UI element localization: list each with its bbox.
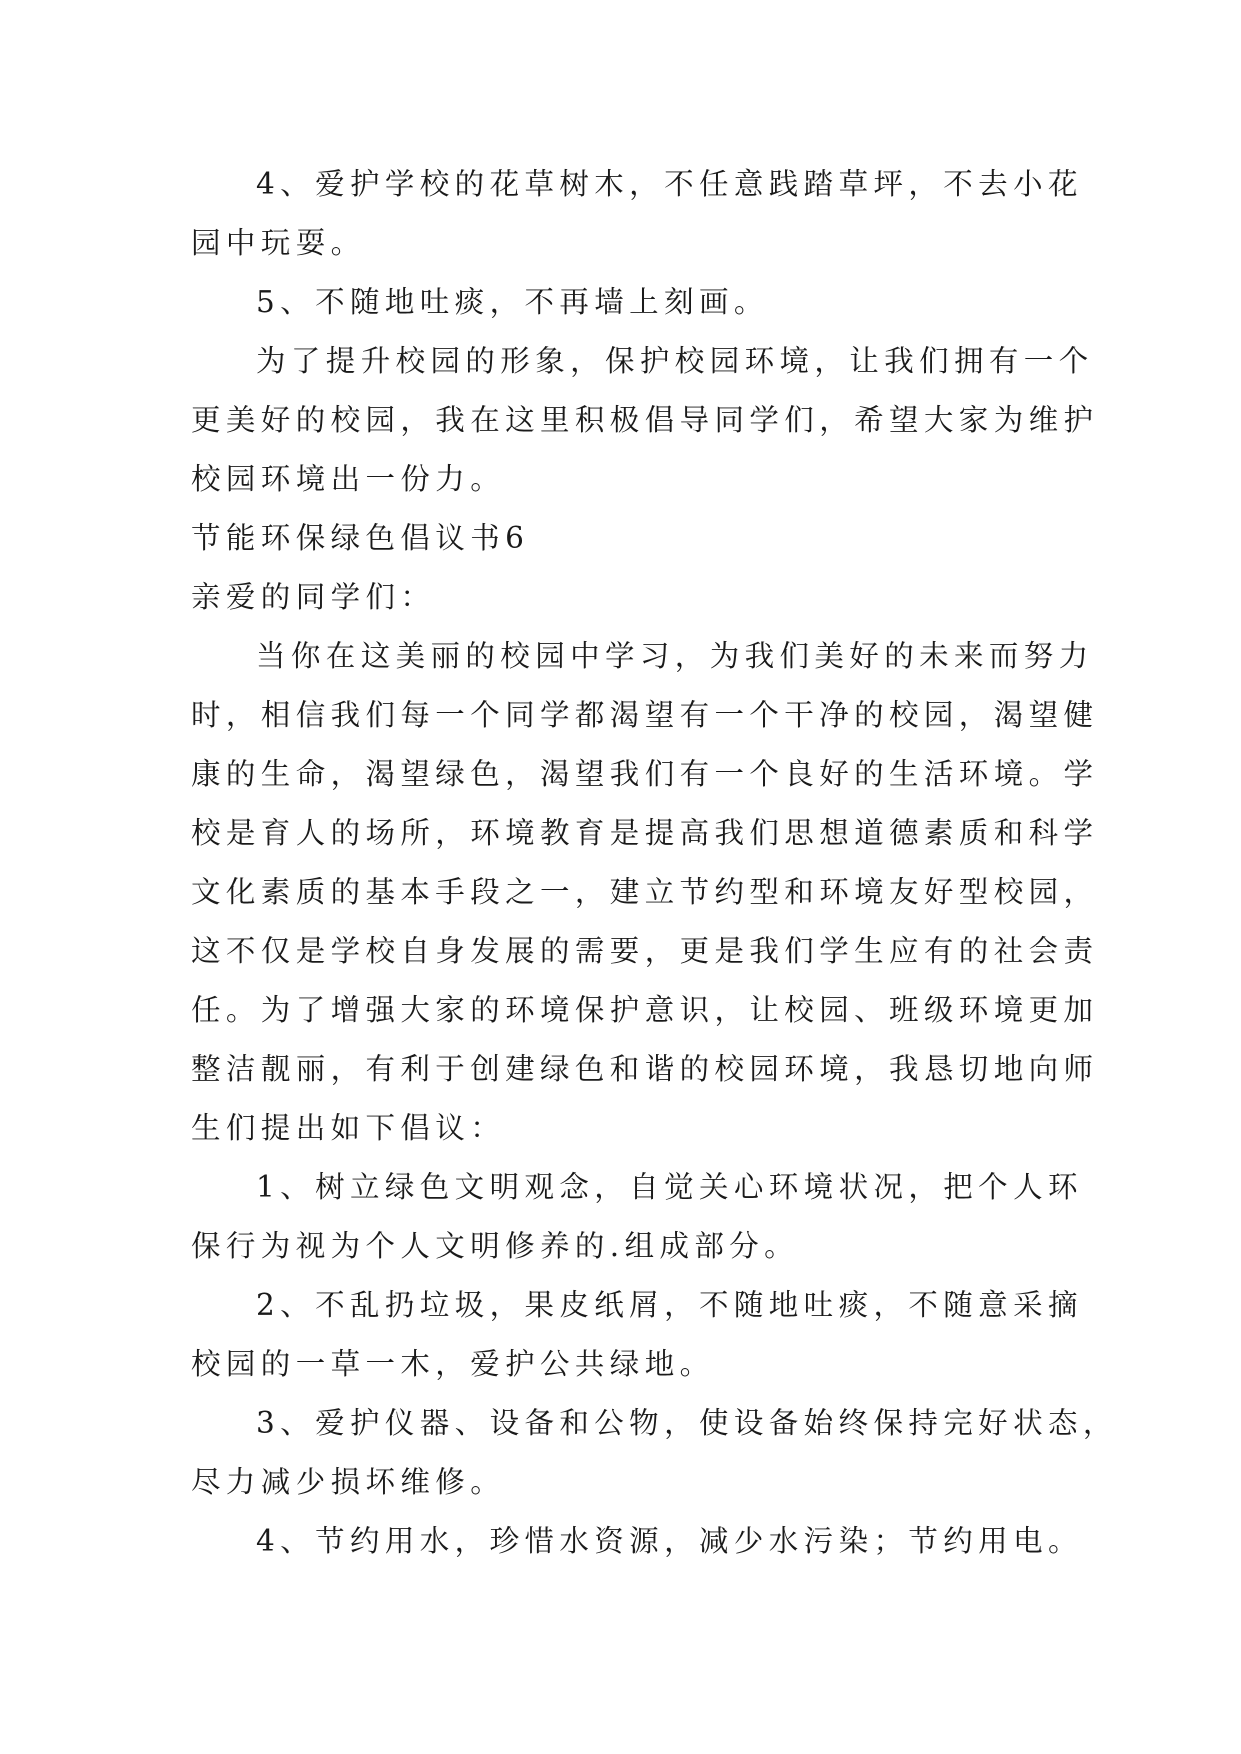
text-line-5: 更美好的校园，我在这里积极倡导同学们，希望大家为维护 [191, 403, 1099, 437]
text-line-14: 这不仅是学校自身发展的需要，更是我们学生应有的社会责 [191, 934, 1099, 968]
text-line-6: 校园环境出一份力。 [191, 462, 506, 496]
document-page [191, 155, 1118, 1571]
text-line-9: 当你在这美丽的校园中学习，为我们美好的未来而努力 [256, 639, 1094, 673]
text-line-22: 3、爱护仪器、设备和公物，使设备始终保持完好状态， [256, 1406, 1118, 1440]
text-line-2: 园中玩耍。 [191, 226, 366, 260]
text-line-24: 4、节约用水，珍惜水资源，减少水污染；节约用电。 [256, 1524, 1083, 1558]
text-line-3: 5、不随地吐痰，不再墙上刻画。 [256, 285, 769, 319]
text-line-10: 时，相信我们每一个同学都渴望有一个干净的校园，渴望健 [191, 698, 1099, 732]
text-line-15: 任。为了增强大家的环境保护意识，让校园、班级环境更加 [191, 993, 1099, 1027]
text-line-20: 2、不乱扔垃圾，果皮纸屑，不随地吐痰，不随意采摘 [256, 1288, 1083, 1322]
text-line-17: 生们提出如下倡议： [191, 1111, 506, 1145]
text-line-16: 整洁靓丽，有利于创建绿色和谐的校园环境，我恳切地向师 [191, 1052, 1099, 1086]
text-line-12: 校是育人的场所，环境教育是提高我们思想道德素质和科学 [191, 816, 1099, 850]
text-line-4: 为了提升校园的形象，保护校园环境，让我们拥有一个 [256, 344, 1094, 378]
text-line-21: 校园的一草一木，爱护公共绿地。 [191, 1347, 715, 1381]
text-line-23: 尽力减少损坏维修。 [191, 1465, 506, 1499]
section-title: 节能环保绿色倡议书6 [191, 521, 530, 555]
text-line-19: 保行为视为个人文明修养的.组成部分。 [191, 1229, 800, 1263]
salutation: 亲爱的同学们： [191, 580, 436, 614]
text-line-11: 康的生命，渴望绿色，渴望我们有一个良好的生活环境。学 [191, 757, 1099, 791]
text-line-18: 1、树立绿色文明观念，自觉关心环境状况，把个人环 [256, 1170, 1083, 1204]
text-line-1: 4、爱护学校的花草树木，不任意践踏草坪，不去小花 [256, 167, 1083, 201]
text-line-13: 文化素质的基本手段之一，建立节约型和环境友好型校园， [191, 875, 1099, 909]
